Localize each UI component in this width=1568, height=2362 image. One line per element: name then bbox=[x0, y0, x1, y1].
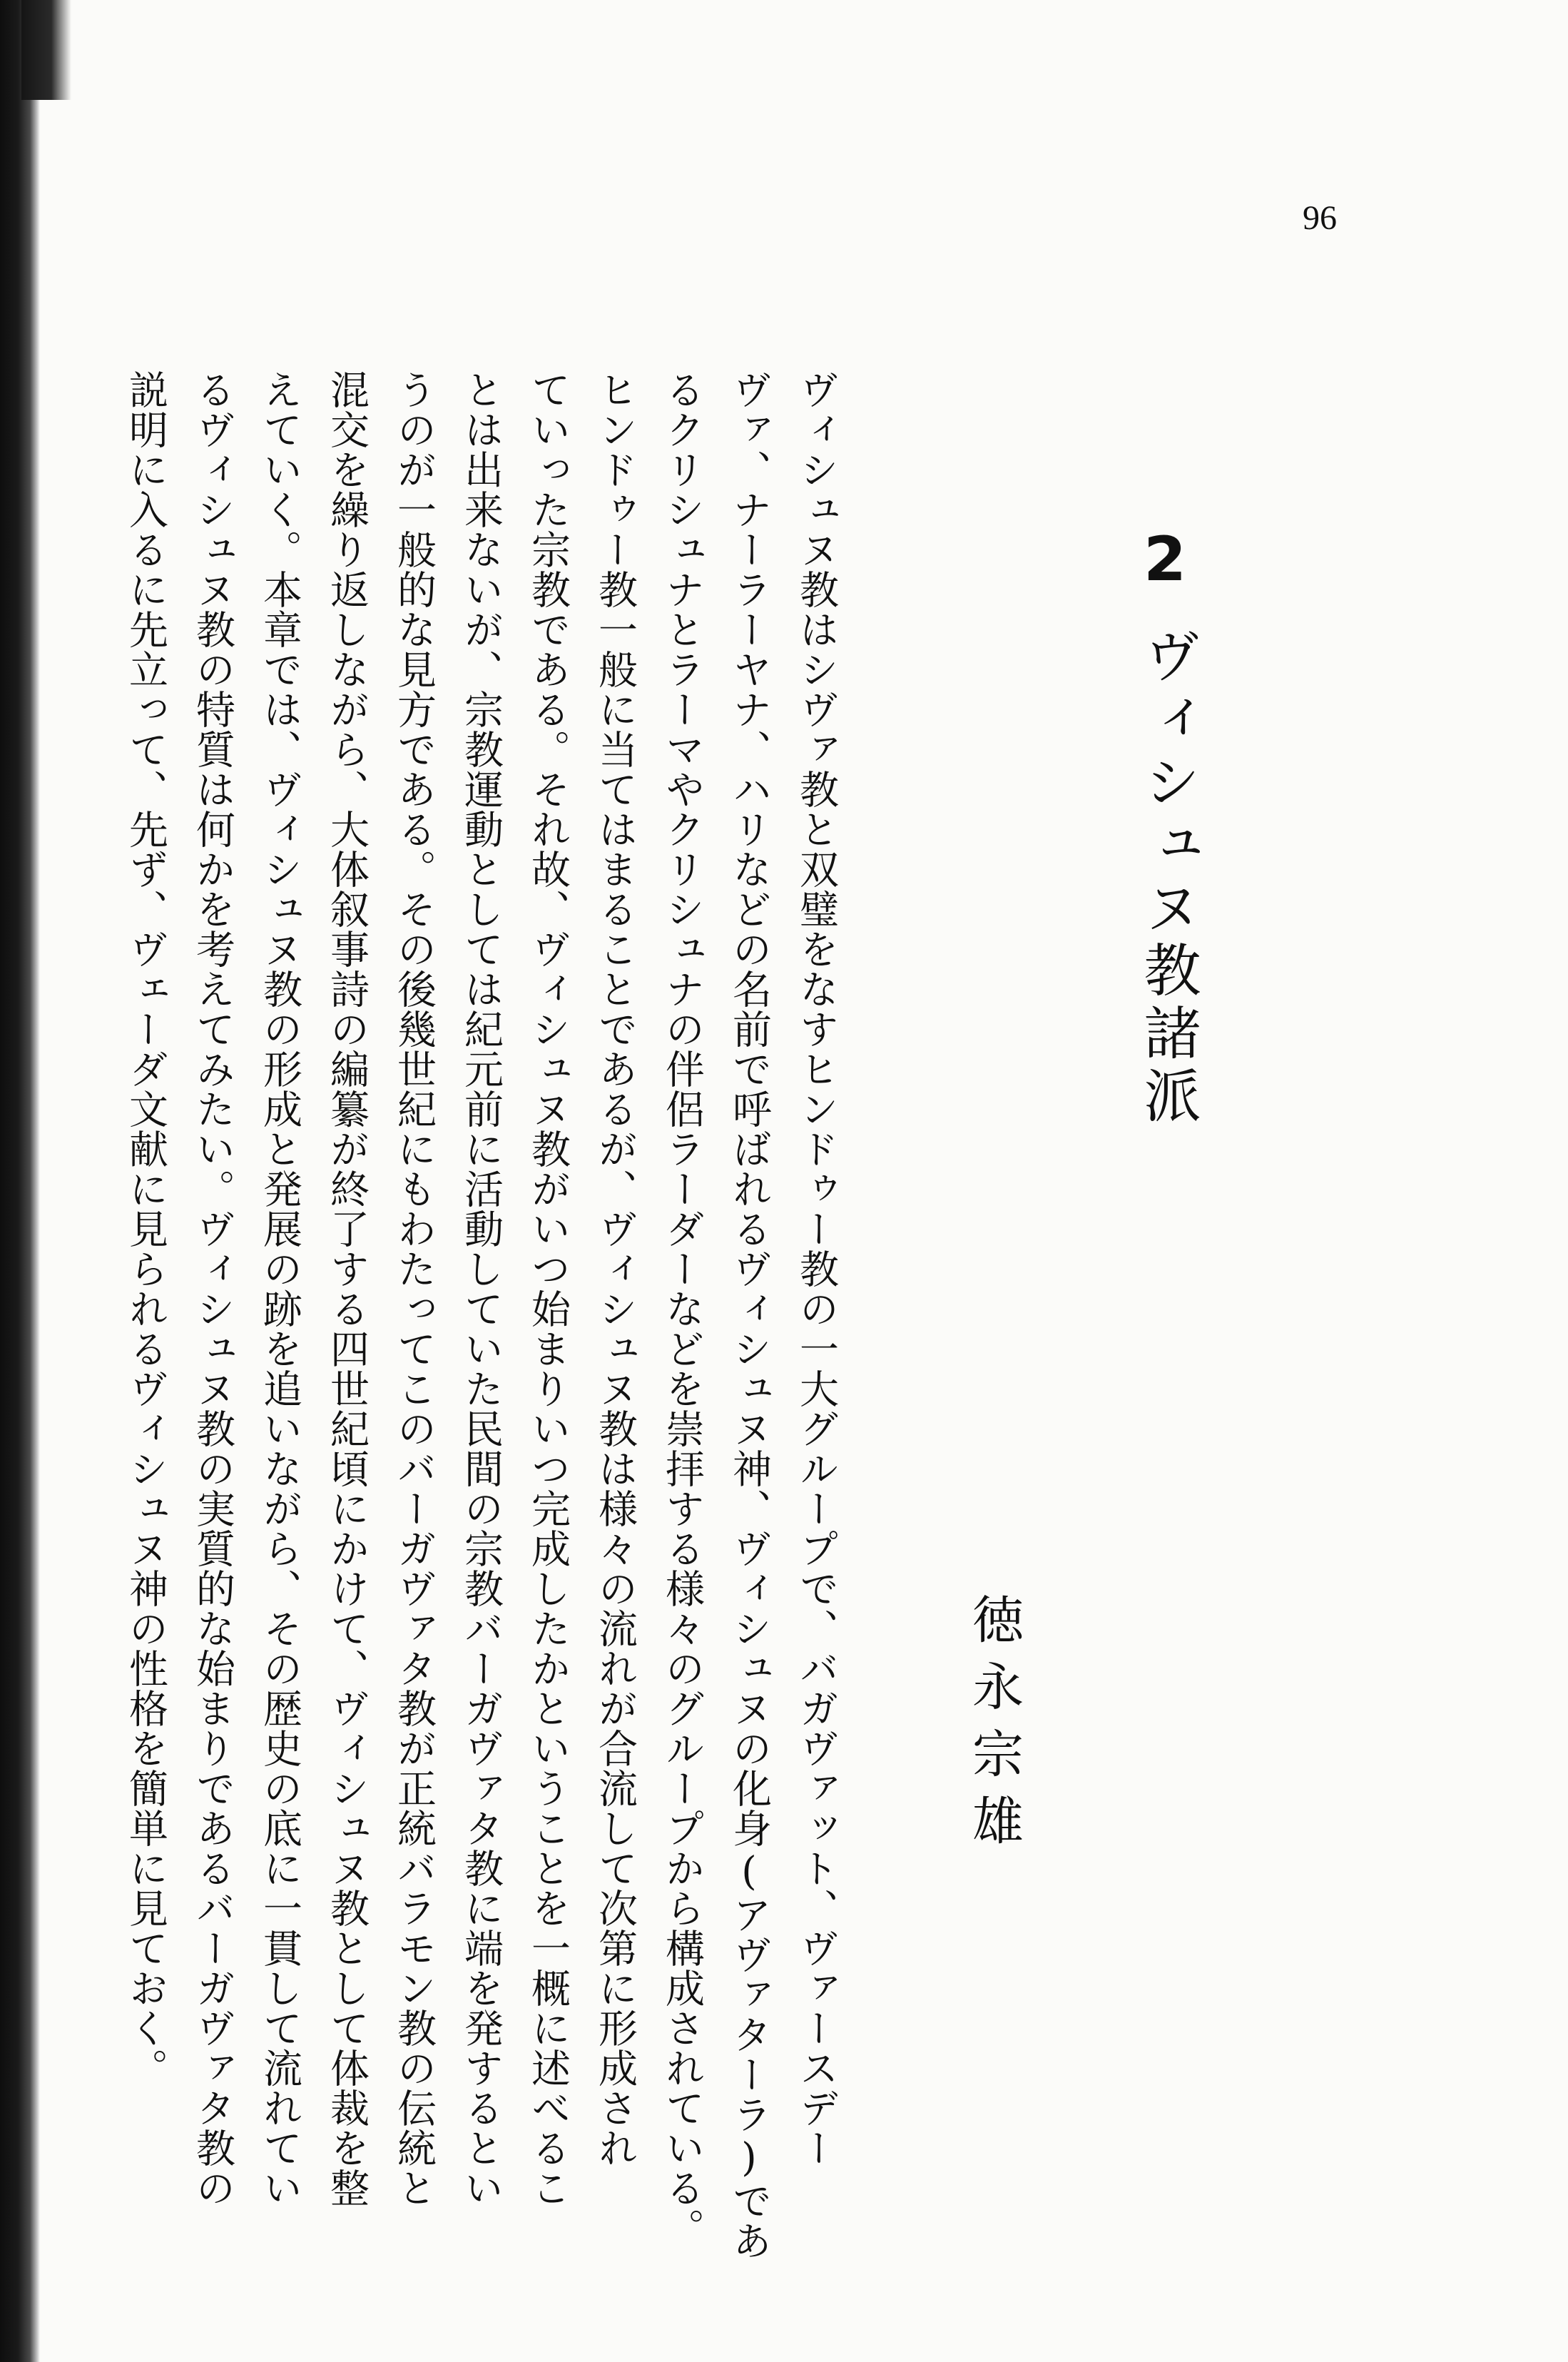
chapter-number: 2 bbox=[1129, 524, 1201, 595]
body-column: るクリシュナとラーマやクリシュナの伴侶ラーダーなどを崇拝する様々のグループから構成されている。 bbox=[659, 370, 705, 2248]
book-spine-shadow bbox=[0, 0, 40, 2362]
spine-edge bbox=[21, 0, 71, 100]
body-column: えていく。本章では、ヴィシュヌ教の形成と発展の跡を追いながら、その歴史の底に一貫して流れてい bbox=[257, 370, 302, 2208]
body-column: うのが一般的な見方である。その後幾世紀にもわたってこのバーガヴァタ教が正統バラモン教の伝統と bbox=[391, 370, 437, 2208]
body-column: とは出来ないが、宗教運動としては紀元前に活動していた民間の宗教バーガヴァタ教に端を発するとい bbox=[458, 370, 504, 2208]
body-column: 混交を繰り返しながら、大体叙事詩の編纂が終了する四世紀頃にかけて、ヴィシュヌ教として体裁を整 bbox=[324, 370, 370, 2208]
body-column: ヴァ、ナーラーヤナ、ハリなどの名前で呼ばれるヴィシュヌ神、ヴィシュヌの化身(アヴァターラ)であ bbox=[726, 370, 772, 2261]
body-column: ヒンドゥー教一般に当てはまることであるが、ヴィシュヌ教は様々の流れが合流して次第に形成され bbox=[592, 370, 638, 2168]
body-column: ヴィシュヌ教はシヴァ教と双璧をなすヒンドゥー教の一大グループで、バガヴァット、ヴァースデー bbox=[793, 370, 839, 2168]
page-number: 96 bbox=[1303, 199, 1337, 237]
body-column: 説明に入るに先立って、先ず、ヴェーダ文献に見られるヴィシュヌ神の性格を簡単に見ておく。 bbox=[123, 370, 168, 2088]
author-name: 徳永宗雄 bbox=[964, 1593, 1024, 1861]
chapter-title: ヴィシュヌ教諸派 bbox=[1134, 627, 1201, 1129]
body-column: るヴィシュヌ教の特質は何かを考えてみたい。ヴィシュヌ教の実質的な始まりであるバーガヴァタ教の bbox=[190, 370, 235, 2208]
body-column: ていった宗教である。それ故、ヴィシュヌ教がいつ始まりいつ完成したかということを一概に述べるこ bbox=[525, 370, 571, 2208]
